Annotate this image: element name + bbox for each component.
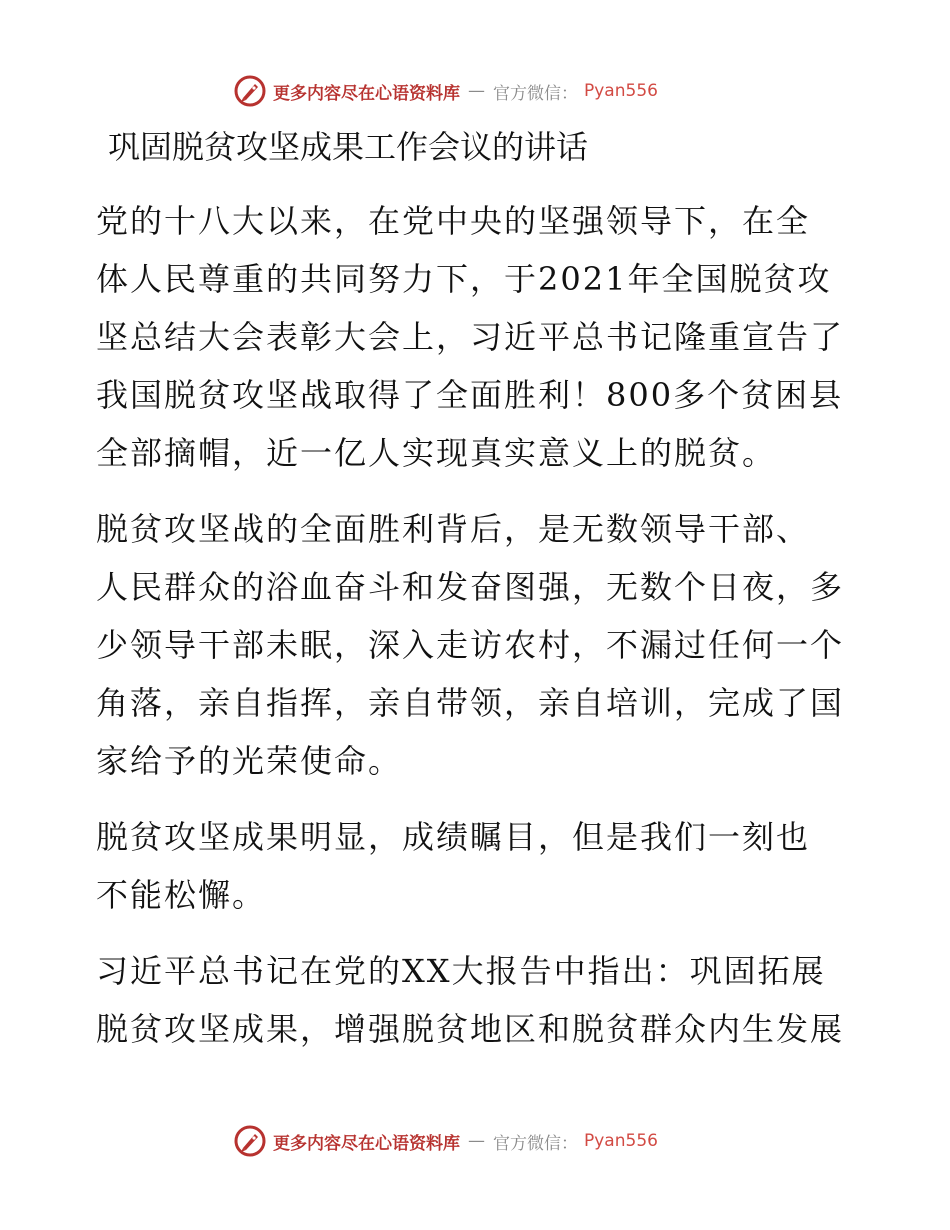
paragraph-line: 家给予的光荣使命。 (96, 742, 403, 780)
pen-nib-logo-icon (233, 74, 267, 108)
watermark-wechat-id: Pyan556 (584, 1131, 658, 1151)
watermark-site-text: 更多内容尽在心语资料库 (273, 83, 460, 104)
paragraph-1 (96, 192, 856, 482)
header-watermark (233, 74, 658, 108)
watermark-wechat-label: 官方微信： (493, 1133, 578, 1154)
paragraph-line: 习近平总书记在党的XX大报告中指出：巩固拓展 (96, 952, 826, 990)
watermark-separator: — (468, 1131, 485, 1151)
paragraph-line: 角落，亲自指挥，亲自带领，亲自培训，完成了国 (96, 684, 845, 722)
paragraph-line: 体人民尊重的共同努力下，于2021年全国脱贫攻 (96, 260, 832, 298)
paragraph-line: 我国脱贫攻坚战取得了全面胜利！800多个贫困县 (96, 376, 844, 414)
document-title: 巩固脱贫攻坚成果工作会议的讲话 (108, 128, 589, 166)
paragraph-line: 党的十八大以来，在党中央的坚强领导下，在全 (96, 202, 811, 240)
paragraph-line: 脱贫攻坚成果，增强脱贫地区和脱贫群众内生发展 (96, 1010, 845, 1048)
paragraph-line: 人民群众的浴血奋斗和发奋图强，无数个日夜，多 (96, 568, 845, 606)
paragraph-3 (96, 808, 856, 924)
paragraph-4 (96, 942, 856, 1058)
watermark-separator: — (468, 81, 485, 101)
paragraph-2 (96, 500, 856, 790)
watermark-wechat-label: 官方微信： (493, 83, 578, 104)
paragraph-line: 不能松懈。 (96, 876, 267, 914)
footer-watermark (233, 1124, 658, 1158)
watermark-wechat-id: Pyan556 (584, 81, 658, 101)
document-body (96, 124, 856, 1076)
paragraph-line: 脱贫攻坚战的全面胜利背后，是无数领导干部、 (96, 510, 811, 548)
paragraph-line: 脱贫攻坚成果明显，成绩瞩目，但是我们一刻也 (96, 818, 811, 856)
paragraph-line: 坚总结大会表彰大会上，习近平总书记隆重宣告了 (96, 318, 845, 356)
watermark-site-text: 更多内容尽在心语资料库 (273, 1133, 460, 1154)
paragraph-line: 少领导干部未眠，深入走访农村，不漏过任何一个 (96, 626, 845, 664)
paragraph-line: 全部摘帽，近一亿人实现真实意义上的脱贫。 (96, 434, 777, 472)
pen-nib-logo-icon (233, 1124, 267, 1158)
